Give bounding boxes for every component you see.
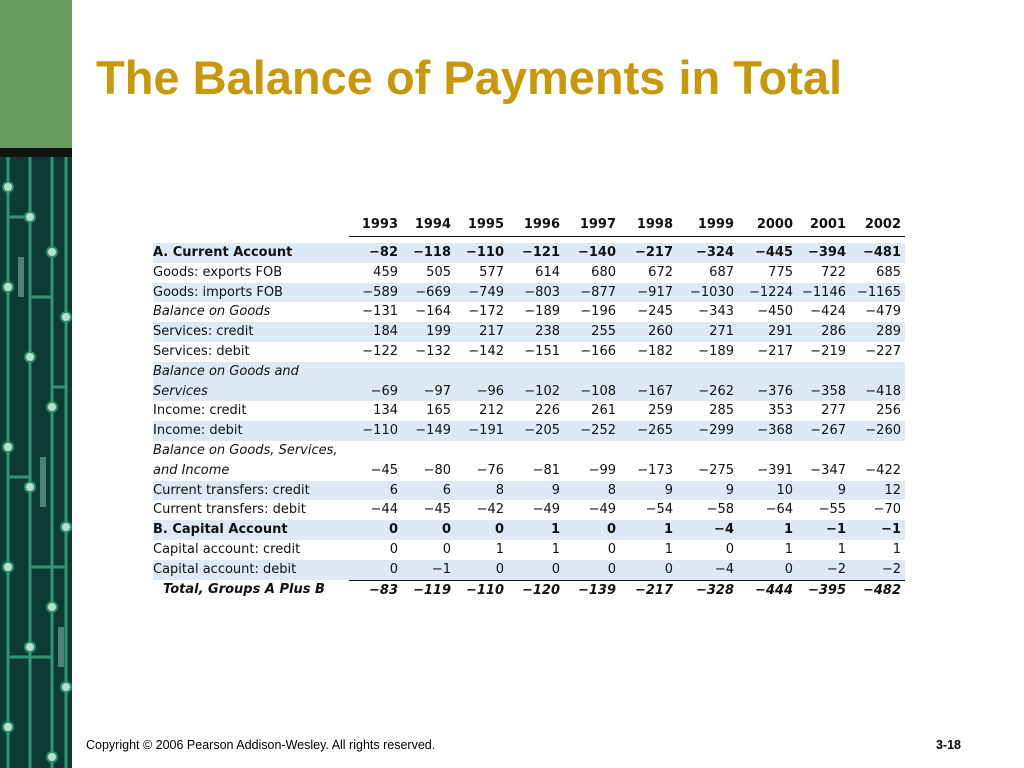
value-cell: 289 [850,322,905,342]
value-cell: −96 [455,362,508,402]
value-cell: −140 [564,243,620,263]
year-header: 1999 [677,214,738,237]
value-cell: −205 [508,421,564,441]
year-header: 2001 [797,214,850,237]
value-cell: −395 [797,580,850,600]
value-cell: −589 [349,283,402,303]
year-header: 1993 [349,214,402,237]
value-cell: −368 [738,421,797,441]
value-cell: −173 [637,462,673,478]
year-header: 1996 [508,214,564,237]
value-cell: −196 [580,304,616,320]
year-header: 1995 [455,214,508,237]
value-cell: −80 [423,462,451,478]
table-row [153,580,905,600]
value-cell: −299 [677,421,738,441]
value-cell: −1030 [677,283,738,303]
value-cell: 775 [768,264,793,280]
value-cell: 685 [876,264,901,280]
balance-of-payments-table-container [153,214,905,600]
table-row [153,421,905,441]
value-cell: −217 [757,343,793,359]
value-cell: −139 [564,580,620,600]
row-label [153,401,349,421]
row-label-line: Services: debit [153,343,250,359]
value-cell: 199 [402,322,455,342]
value-cell: 353 [768,403,793,419]
row-label [153,560,349,580]
value-cell: −245 [637,304,673,320]
value-cell: 0 [508,560,564,580]
value-cell: 0 [349,560,402,580]
value-cell: −55 [818,502,846,518]
value-cell: −267 [797,421,850,441]
value-cell: 277 [821,403,846,419]
value-cell: −391 [757,462,793,478]
value-cell: −121 [508,243,564,263]
circuit-pattern-icon [0,157,72,768]
value-cell: 0 [349,520,402,540]
row-label [153,322,349,342]
value-cell: −445 [738,243,797,263]
value-cell: −358 [797,362,850,402]
value-cell: −119 [402,580,455,600]
row-label-line: B. Capital Account [153,522,288,538]
row-label-line: Services: credit [153,324,254,340]
value-cell: −2 [797,560,850,580]
value-cell: −444 [738,580,797,600]
value-cell: 614 [535,264,560,280]
row-label-line: Current transfers: credit [153,482,310,498]
year-header: 1994 [402,214,455,237]
value-cell: −227 [865,343,901,359]
value-cell: −262 [677,362,738,402]
value-cell: −1224 [738,283,797,303]
table-row [153,322,905,342]
value-cell: 217 [455,322,508,342]
value-cell: 9 [797,481,850,501]
value-cell: −172 [468,304,504,320]
value-cell: −167 [620,362,677,402]
value-cell: −4 [677,520,738,540]
row-label [153,362,349,402]
table-row [153,263,905,283]
row-label [153,481,349,501]
value-cell: 1 [551,541,560,557]
value-cell: 184 [349,322,402,342]
table-body [153,237,905,601]
row-label [153,342,349,362]
value-cell: −343 [698,304,734,320]
row-label-line: Balance on Goods and [153,363,299,379]
table-row [153,302,905,322]
row-label [153,441,349,481]
value-cell: −418 [850,362,905,402]
value-cell: −394 [797,243,850,263]
value-cell: 1 [892,541,901,557]
value-cell: 285 [709,403,734,419]
year-header: 1998 [620,214,677,237]
value-cell: −749 [455,283,508,303]
value-cell: 8 [564,481,620,501]
value-cell: 134 [373,403,398,419]
value-cell: −328 [677,580,738,600]
value-cell: −189 [524,304,560,320]
year-header: 2000 [738,214,797,237]
row-label [153,302,349,322]
value-cell: 9 [620,481,677,501]
value-cell: −450 [757,304,793,320]
value-cell: 0 [455,520,508,540]
value-cell: −151 [524,343,560,359]
value-cell: −1 [797,520,850,540]
value-cell: −142 [468,343,504,359]
year-header: 2002 [850,214,905,237]
value-cell: −347 [810,462,846,478]
value-cell: 0 [442,541,451,557]
value-cell: −83 [349,580,402,600]
decorative-divider [0,148,72,157]
value-cell: −102 [508,362,564,402]
value-cell: −49 [588,502,616,518]
value-cell: 1 [784,541,793,557]
value-cell: 271 [677,322,738,342]
value-cell: 212 [479,403,504,419]
value-cell: −110 [349,421,402,441]
value-cell: −877 [564,283,620,303]
value-cell: −120 [508,580,564,600]
value-cell: 238 [508,322,564,342]
value-cell: 9 [508,481,564,501]
table-row [153,243,905,263]
value-cell: 505 [426,264,451,280]
value-cell: 226 [535,403,560,419]
year-header-row [153,214,905,237]
value-cell: 0 [738,560,797,580]
value-cell: −479 [865,304,901,320]
value-cell: −81 [532,462,560,478]
value-cell: 0 [389,541,398,557]
value-cell: −45 [370,462,398,478]
value-cell: −58 [706,502,734,518]
value-cell: 0 [620,560,677,580]
row-label [153,500,349,520]
value-cell: 260 [620,322,677,342]
page-number: 3-18 [935,738,961,752]
row-label-line: Total, Groups A Plus B [163,582,325,598]
value-cell: −149 [402,421,455,441]
row-label-line: Income: credit [153,403,247,419]
value-cell: −118 [402,243,455,263]
value-cell: 9 [677,481,738,501]
value-cell: 0 [402,520,455,540]
value-cell: 165 [426,403,451,419]
value-cell: −1 [850,520,905,540]
value-cell: −97 [402,362,455,402]
copyright-notice: Copyright © 2006 Pearson Addison-Wesley. All rights reserved. [86,738,436,752]
value-cell: 1 [495,541,504,557]
value-cell: 672 [648,264,673,280]
value-cell: −182 [637,343,673,359]
value-cell: −131 [362,304,398,320]
value-cell: −191 [455,421,508,441]
value-cell: 255 [564,322,620,342]
table-row [153,283,905,303]
value-cell: −44 [370,502,398,518]
value-cell: 286 [797,322,850,342]
row-label [153,540,349,560]
table-row [153,441,905,481]
value-cell: −4 [677,560,738,580]
value-cell: 0 [564,560,620,580]
value-cell: −669 [402,283,455,303]
value-cell: −424 [810,304,846,320]
value-cell: −481 [850,243,905,263]
value-cell: −2 [850,560,905,580]
decorative-circuit-image [0,157,72,768]
value-cell: −108 [564,362,620,402]
row-label [153,580,349,600]
row-label-line: Capital account: credit [153,541,301,557]
slide-title: The Balance of Payments in Total [96,51,843,104]
value-cell: 0 [455,560,508,580]
value-cell: −422 [865,462,901,478]
value-cell: −70 [873,502,901,518]
row-label-line: Goods: imports FOB [153,284,283,300]
value-cell: −64 [765,502,793,518]
value-cell: −803 [508,283,564,303]
row-label-line: Balance on Goods [153,304,271,320]
value-cell: −110 [455,580,508,600]
value-cell: 1 [620,520,677,540]
value-cell: −217 [620,580,677,600]
value-cell: −122 [362,343,398,359]
value-cell: −265 [620,421,677,441]
value-cell: −219 [810,343,846,359]
value-cell: −164 [415,304,451,320]
row-label-line: Capital account: debit [153,562,297,577]
value-cell: −324 [677,243,738,263]
table-row [153,540,905,560]
value-cell: −69 [349,362,402,402]
table-row [153,560,905,580]
value-cell: −132 [415,343,451,359]
value-cell: −1165 [850,283,905,303]
value-cell: −166 [580,343,616,359]
value-cell: 722 [821,264,846,280]
value-cell: 680 [591,264,616,280]
value-cell: 259 [648,403,673,419]
value-cell: 10 [738,481,797,501]
value-cell: 1 [664,541,673,557]
value-cell: −42 [476,502,504,518]
row-label-line: Current transfers: debit [153,502,306,518]
row-label-line: Balance on Goods, Services, [153,442,338,458]
row-label [153,243,349,263]
value-cell: 459 [373,264,398,280]
value-cell: −917 [620,283,677,303]
value-cell: 261 [591,403,616,419]
header-blank-cell [153,214,349,237]
year-header: 1997 [564,214,620,237]
value-cell: −1146 [797,283,850,303]
table-row [153,500,905,520]
row-label-line: Goods: exports FOB [153,264,283,280]
table-row [153,481,905,501]
value-cell: −76 [476,462,504,478]
row-label-line: Income: debit [153,423,243,439]
row-label-line: Services [153,383,208,399]
value-cell: −189 [698,343,734,359]
value-cell: 12 [850,481,905,501]
value-cell: 8 [455,481,508,501]
value-cell: −110 [455,243,508,263]
value-cell: 1 [738,520,797,540]
row-label [153,283,349,303]
value-cell: 577 [479,264,504,280]
row-label [153,263,349,283]
row-label [153,520,349,540]
value-cell: −217 [620,243,677,263]
table-row [153,342,905,362]
row-label-line: A. Current Account [153,245,293,260]
value-cell: 687 [709,264,734,280]
value-cell: −54 [645,502,673,518]
value-cell: 0 [564,520,620,540]
row-label-line: and Income [153,462,230,478]
value-cell: 6 [349,481,402,501]
balance-of-payments-table [153,214,905,600]
value-cell: −482 [850,580,905,600]
value-cell: −260 [850,421,905,441]
table-row [153,520,905,540]
value-cell: −82 [349,243,402,263]
table-row [153,362,905,402]
decorative-green-block [0,0,72,148]
table-row [153,401,905,421]
value-cell: −99 [588,462,616,478]
value-cell: 1 [837,541,846,557]
value-cell: 256 [876,403,901,419]
value-cell: 0 [725,541,734,557]
row-label [153,421,349,441]
value-cell: −1 [402,560,455,580]
value-cell: 291 [738,322,797,342]
value-cell: −45 [423,502,451,518]
value-cell: −49 [532,502,560,518]
value-cell: −376 [738,362,797,402]
value-cell: −252 [564,421,620,441]
value-cell: 6 [402,481,455,501]
value-cell: 0 [607,541,616,557]
value-cell: −275 [698,462,734,478]
value-cell: 1 [508,520,564,540]
